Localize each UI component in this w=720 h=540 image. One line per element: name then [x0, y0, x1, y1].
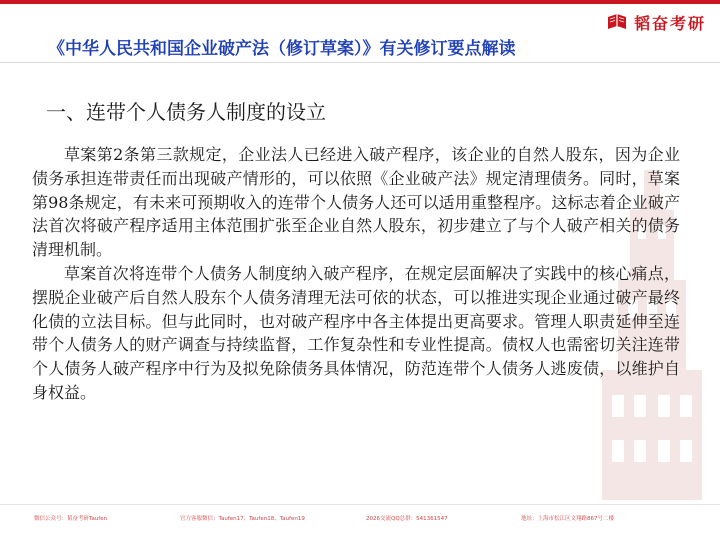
footer-address: 地址：上海市松江区文翔路867号二楼 — [521, 516, 614, 522]
body-paragraph-1: 草案第2条第三款规定，企业法人已经进入破产程序，该企业的自然人股东，因为企业债务承担连带责任而出现破产情形的，可以依照《企业破产法》规定清理债务。同时，草案第98条规定，有未来可预期收入的连带个人债务人还可以适用重整程序。这标志着企业破产法首次将破产程序适用主体范围扩张至企业自然人股东，初步建立了与个人破产相关的债务清理机制。 — [32, 145, 680, 260]
footer-wechat-account: 微信公众号：韬奋考研Taufen — [34, 516, 108, 522]
footer-official-wechat: 官方客服微信：Taufen17、Taufen18、Taufen19 — [180, 516, 305, 522]
footer-qq-group: 2026交流QQ总群：541361547 — [366, 516, 448, 522]
body-text — [32, 143, 680, 405]
logo-book-icon — [606, 11, 628, 33]
section-heading: 一、连带个人债务人制度的设立 — [46, 100, 326, 124]
page-header-title: 《中华人民共和国企业破产法（修订草案）》有关修订要点解读 — [48, 39, 516, 59]
footer-divider — [0, 504, 720, 505]
top-accent-bar — [0, 0, 720, 4]
header-divider — [0, 62, 720, 63]
logo-text: 韬奋考研 — [633, 13, 706, 33]
body-paragraph-2: 草案首次将连带个人债务人制度纳入破产程序，在规定层面解决了实践中的核心痛点，摆脱企业破产后自然人股东个人债务清理无法可依的状态，可以推进实现企业通过破产最终化债的立法目标。但与此同时，也对破产程序中各主体提出更高要求。管理人职责延伸至连带个人债务人的财产调查与持续监督，工作复杂性和专业性提高。债权人也需密切关注连带个人债务人破产程序中行为及拟免除债务具体情况，防范连带个人债务人逃废债，以维护自身权益。 — [32, 263, 680, 402]
brand-logo — [606, 8, 706, 36]
